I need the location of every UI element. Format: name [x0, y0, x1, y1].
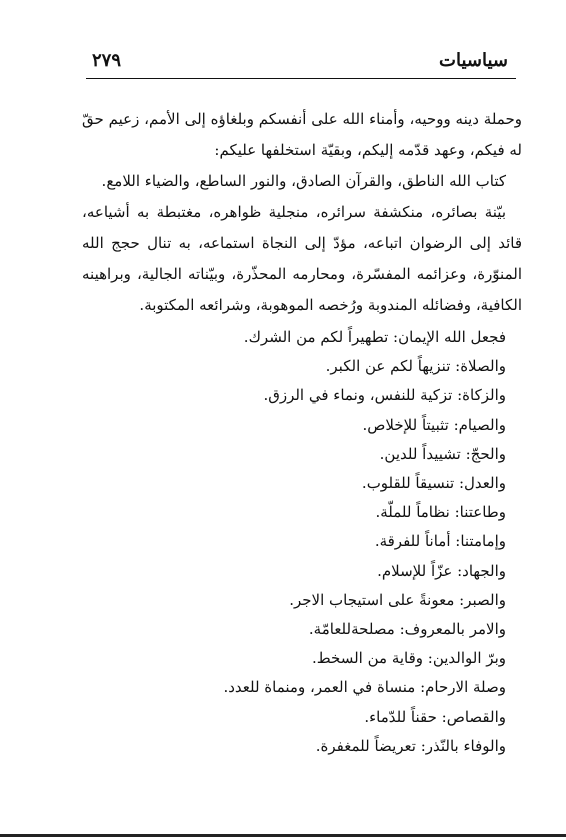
- list-item: وطاعتنا: نظاماً للملّة.: [375, 503, 506, 522]
- list-item: والعدل: تنسيقاً للقلوب.: [361, 474, 506, 493]
- running-title: سياسيات: [439, 50, 508, 71]
- paragraph: وحملة دينه ووحيه، وأمناء الله على أنفسكم وبلغاؤه إلى الأمم، زعيم حقّ له فيكم، وعهد قدّمه إليكم، وبقيّة استخلفها عليكم:: [82, 110, 522, 159]
- list-item: والامر بالمعروف: مصلحةللعامّة.: [308, 620, 506, 639]
- list-item: والجهاد: عزّاً للإسلام.: [377, 561, 506, 580]
- list-item: وإمامتنا: أماناً للفرقة.: [374, 532, 506, 551]
- list-item: والصلاة: تنزيهاً لكم عن الكبر.: [325, 357, 506, 376]
- page-number: ٢٧٩: [92, 50, 122, 71]
- list-item: وبرّ الوالدين: وقاية من السخط.: [312, 649, 506, 668]
- list-item: والوفاء بالنّذر: تعريضاً للمغفرة.: [315, 736, 506, 755]
- paragraph: كتاب الله الناطق، والقرآن الصادق، والنور الساطع، والضياء اللامع.: [101, 172, 506, 190]
- page-bottom-edge: [0, 834, 566, 837]
- list-item: فجعل الله الإيمان: تطهيراً لكم من الشرك.: [243, 328, 506, 346]
- list-item: والصبر: معونةً على استيجاب الاجر.: [289, 590, 506, 609]
- list-item: والقصاص: حقناً للدّماء.: [364, 707, 506, 726]
- page-body: [82, 104, 522, 761]
- list-item: والحجّ: تشييداً للدين.: [379, 444, 506, 463]
- list-item: والصيام: تثبيتاً للإخلاص.: [362, 415, 506, 434]
- pillars-list: [82, 323, 522, 761]
- page-header: [86, 44, 516, 79]
- list-item: وصلة الارحام: منساة في العمر، ومنماة للعدد.: [223, 678, 506, 697]
- paragraph: بيّنة بصائره، منكشفة سرائره، منجلية ظواهره، مغتبطة به أشياعه، قائد إلى الرضوان اتباعه، مؤدّ إلى النجاة استماعه، به تنال حجج الله المنوّرة، وعزائمه المفسّرة، ومحارمه المحذّرة، وبيّناته الجالية، وبراهينه الكافية، وفضائله المندوبة ورُخصه الموهوبة، وشرائعه المكتوبة.: [82, 203, 522, 314]
- list-item: والزكاة: تزكية للنفس، ونماء في الرزق.: [263, 386, 506, 405]
